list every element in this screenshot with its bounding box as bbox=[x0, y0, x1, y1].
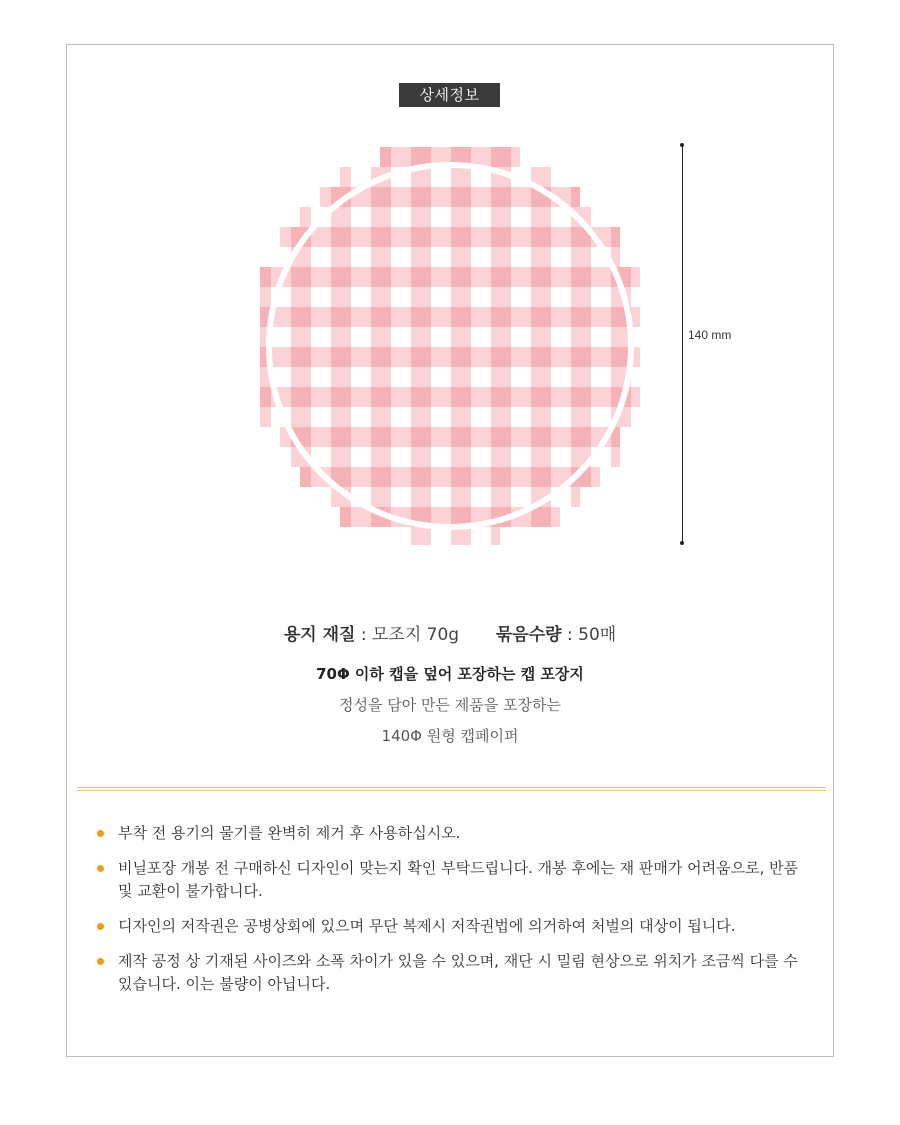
description-title: 70Φ 이하 캡을 덮어 포장하는 캡 포장지 bbox=[316, 665, 584, 683]
notice-item: 제작 공정 상 기재된 사이즈와 소폭 차이가 있을 수 있으며, 재단 시 밀림 현상으로 위치가 조금씩 다를 수 있습니다. 이는 불량이 아닙니다. bbox=[96, 950, 808, 996]
bundle-quantity-value: 50매 bbox=[578, 625, 617, 645]
cap-paper-image bbox=[251, 147, 649, 545]
dimension-cap-top bbox=[680, 143, 684, 147]
bullet-icon bbox=[97, 923, 104, 930]
section-divider bbox=[77, 787, 826, 791]
notice-item: 부착 전 용기의 물기를 완벽히 제거 후 사용하십시오. bbox=[96, 822, 808, 845]
bundle-quantity-key: 묶음수량 bbox=[495, 625, 562, 645]
spec-line bbox=[0, 620, 900, 645]
spec-separator: : bbox=[355, 625, 372, 645]
bullet-icon bbox=[97, 958, 104, 965]
description-line-2: 140Φ 원형 캡페이퍼 bbox=[381, 727, 519, 745]
paper-material-value: 모조지 70g bbox=[371, 625, 460, 645]
notice-item: 디자인의 저작권은 공병상회에 있으며 무단 복제시 저작권법에 의거하여 처벌의 대상이 됩니다. bbox=[96, 915, 808, 938]
dimension-line bbox=[682, 145, 683, 544]
notice-item: 비닐포장 개봉 전 구매하신 디자인이 맞는지 확인 부탁드립니다. 개봉 후에는 재 판매가 어려움으로, 반품 및 교환이 불가합니다. bbox=[96, 857, 808, 903]
notice-list bbox=[96, 822, 808, 1008]
bullet-icon bbox=[97, 865, 104, 872]
paper-material-key: 용지 재질 bbox=[283, 625, 356, 645]
description-line-1: 정성을 담아 만든 제품을 포장하는 bbox=[339, 696, 561, 714]
spec-separator-2: : bbox=[561, 625, 579, 645]
dimension-label: 140 mm bbox=[688, 328, 732, 342]
detail-info-badge: 상세정보 bbox=[399, 83, 500, 107]
bullet-icon bbox=[97, 830, 104, 837]
dimension-cap-bottom bbox=[680, 541, 684, 545]
